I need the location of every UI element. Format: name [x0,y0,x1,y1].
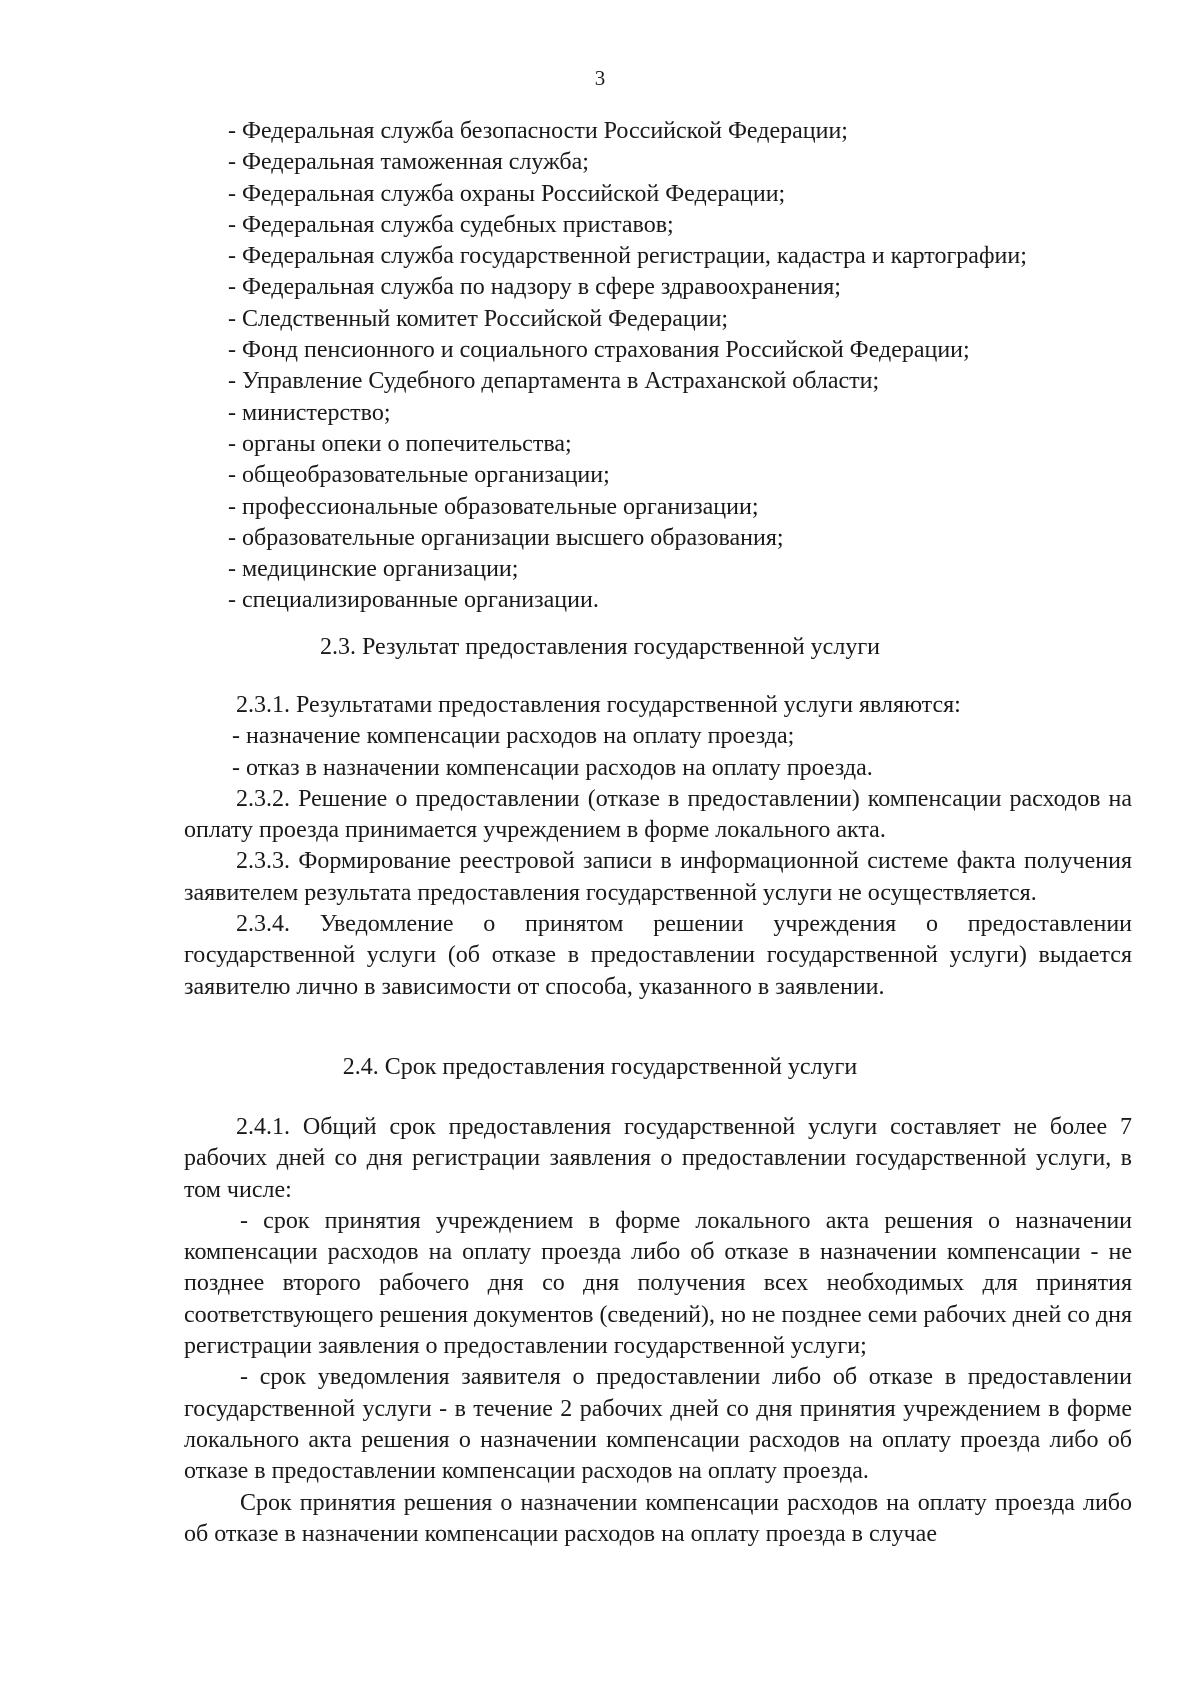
list-item: - Федеральная служба охраны Российской Федерации; [228,180,786,207]
section-2-3-heading: 2.3. Результат предоставления государственной услуги [319,634,880,660]
list-item: - Федеральная служба безопасности Российской Федерации; [228,118,848,144]
list-item: - Федеральная служба судебных приставов; [228,211,674,238]
term-item-notification: - срок уведомления заявителя о предоставлении либо об отказе в предоставлении государственной услуги - в течение 2 рабочих дней со дня принятия учреждением в форме локального акта решения о назначении компенсации расходов на оплату проезда либо об отказе в предоставлении компенсации расходов на оплату проезда. [184,1364,1132,1485]
list-item: - министерство; [228,399,391,426]
list-item: - медицинские организации; [228,556,519,583]
list-item: - Федеральная служба государственной регистрации, кадастра и картографии; [228,243,1027,270]
paragraph-2-3-4: 2.3.4. Уведомление о принятом решении учреждения о предоставлении государственной услуги (об отказе в предоставлении государственной услуги) выдается заявителю лично в зависимости от способа, указанного в заявлении. [184,911,1132,1000]
list-item: - органы опеки о попечительства; [228,430,572,457]
list-item: - Следственный комитет Российской Федерации; [228,305,729,332]
list-item: - специализированные организации. [228,587,599,614]
list-item: - Фонд пенсионного и социального страхования Российской Федерации; [228,337,970,364]
list-item: - образовательные организации высшего образования; [228,524,784,551]
result-item-assignment: - назначение компенсации расходов на оплату проезда; [232,723,795,750]
agencies-list [228,116,1148,617]
list-item: - Управление Судебного департамента в Астраханской области; [228,368,880,395]
paragraph-2-3-1: 2.3.1. Результатами предоставления государственной услуги являются: [236,692,961,718]
page-number: 3 [594,66,606,90]
paragraph-2-3-2: 2.3.2. Решение о предоставлении (отказе в предоставлении) компенсации расходов на оплату проезда принимается учреждением в форме локального акта. [184,785,1132,844]
paragraph-2-4-1: 2.4.1. Общий срок предоставления государственной услуги составляет не более 7 рабочих дней со дня регистрации заявления о предоставлении государственной услуги, в том числе: [184,1114,1132,1203]
paragraph-decision-term: Срок принятия решения о назначении компенсации расходов на оплату проезда либо об отказе в назначении компенсации расходов на оплату проезда в случае [184,1489,1132,1547]
section-2-4-body [184,1112,1132,1550]
list-item: - Федеральная таможенная служба; [228,149,589,176]
list-item: - профессиональные образовательные организации; [228,493,759,520]
result-item-refusal: - отказ в назначении компенсации расходов на оплату проезда. [232,754,873,781]
section-2-3-body [184,690,1132,1003]
list-item: - Федеральная служба по надзору в сфере здравоохранения; [228,274,841,301]
term-item-decision: - срок принятия учреждением в форме локального акта решения о назначении компенсации расходов на оплату проезда либо об отказе в назначении компенсации - не позднее второго рабочего дня со дня получения всех необходимых для принятия соответствующего решения документов (сведений), но не позднее семи рабочих дней со дня регистрации заявления о предоставлении государственной услуги; [184,1207,1132,1360]
list-item: - общеобразовательные организации; [228,462,610,489]
section-2-4-heading: 2.4. Срок предоставления государственной услуги [342,1054,858,1080]
paragraph-2-3-3: 2.3.3. Формирование реестровой записи в информационной системе факта получения заявителем результата предоставления государственной услуги не осуществляется. [184,848,1132,906]
